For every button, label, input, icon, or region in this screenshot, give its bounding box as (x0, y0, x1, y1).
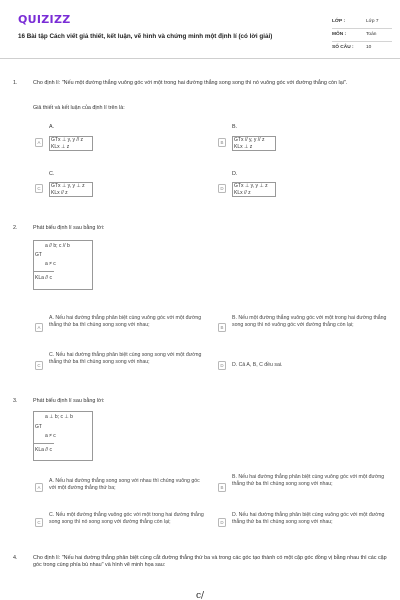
question-text: Cho định lí: "Nếu một đường thẳng vuông góc với một trong hai đường thẳng song song thì nó vuông góc với đường thẳng còn lại". (33, 80, 348, 86)
figure-line: a ≠ c (45, 433, 56, 439)
header-divider (0, 58, 400, 59)
meta-label: MÔN : (332, 31, 347, 37)
gt-line: GTx ⊥ y, y // z (51, 137, 84, 143)
meta-value: 10 (366, 45, 372, 51)
option-c-badge[interactable]: C (35, 361, 43, 370)
option-a-heading: A. (49, 124, 55, 130)
option-d-badge[interactable]: D (218, 361, 226, 370)
option-d-heading: D. (232, 171, 238, 177)
quizizz-logo: QUIZIZZ (18, 13, 71, 26)
option-a-text[interactable]: A. Nếu hai đường thẳng song song với nhau thì chúng vuông góc với một đường thẳng thứ ba; (49, 478, 200, 492)
question-number: 3. (13, 398, 18, 404)
question-text: Phát biểu định lí sau bằng lời: (33, 398, 105, 404)
option-c-badge[interactable]: C (35, 518, 43, 527)
option-d-text[interactable]: D. Cả A, B, C đều sai. (232, 362, 283, 368)
meta-value: Lớp 7 (366, 18, 379, 24)
option-b-text[interactable]: B. Nếu hai đường thẳng phân biệt cùng vuông góc với một đường thẳng thứ ba thì chúng song song với nhau; (232, 474, 385, 488)
figure-line: a ≠ c (45, 261, 56, 267)
theorem-figure (33, 240, 93, 290)
question-3 (13, 398, 393, 548)
question-4 (13, 555, 393, 585)
theorem-figure (33, 411, 93, 461)
question-number: 4. (13, 555, 18, 561)
option-a-badge[interactable]: A (35, 483, 43, 492)
gt-line: GTx ⊥ y, y ⊥ z (234, 183, 268, 189)
option-a-badge[interactable]: A (35, 323, 43, 332)
option-b-heading: B. (232, 124, 238, 130)
meta-value: Toán (366, 31, 377, 37)
worksheet-meta (332, 16, 392, 55)
gt-line: GTx // y, y // z (234, 137, 265, 143)
figure-line: GT (35, 424, 42, 430)
figure-line: a // b; c // b (45, 243, 70, 249)
option-d-badge[interactable]: D (218, 518, 226, 527)
figure-line: GT (35, 252, 42, 258)
option-a-badge[interactable]: A (35, 138, 43, 147)
question-2 (13, 225, 393, 385)
option-d-box[interactable] (232, 182, 276, 197)
option-d-text[interactable]: D. Nếu hai đường thẳng phân biệt cùng vuông góc với một đường thẳng thứ ba thì chúng song song với nhau; (232, 512, 385, 526)
option-c-badge[interactable]: C (35, 184, 43, 193)
option-a-box[interactable] (49, 136, 93, 151)
option-b-badge[interactable]: B (218, 138, 226, 147)
figure-line: a ⊥ b; c ⊥ b (45, 414, 73, 420)
meta-label: LỚP : (332, 18, 346, 24)
question-number: 2. (13, 225, 18, 231)
option-b-box[interactable] (232, 136, 276, 151)
option-c-heading: C. (49, 171, 55, 177)
meta-row-question-count (332, 42, 392, 55)
figure-divider (34, 271, 54, 272)
option-c-text[interactable]: C. Nếu hai đường thẳng phân biệt cùng song song với một đường thẳng thứ ba thì chúng song song với nhau; (49, 352, 202, 366)
figure-line: KLa // c (35, 447, 52, 453)
meta-label: SỐ CÂU : (332, 45, 354, 51)
gt-line: GTx ⊥ y, y ⊥ z (51, 183, 85, 189)
page-title: 16 Bài tập Cách viết giả thiết, kết luận, vẽ hình và chứng minh một định lí (có lời giải) (18, 33, 273, 40)
option-b-badge[interactable]: B (218, 323, 226, 332)
question-subtext: Giả thiết và kết luận của định lí trên là: (33, 105, 125, 111)
option-c-text[interactable]: C. Nếu một đường thẳng vuông góc với một trong hai đường thẳng song song thì nó song song với đường thẳng còn lại; (49, 512, 204, 526)
question-number: 1. (13, 80, 18, 86)
question-text: Cho định lí: "Nếu hai đường thẳng phân biệt cùng cắt đường thẳng thứ ba và trong các góc tạo thành có một cặp góc đồng vị bằng nhau thì các cặp góc trong cùng phía bù nhau" và hình vẽ minh họa sau: (33, 555, 387, 569)
kl-line: KLx // z (51, 189, 68, 196)
option-c-box[interactable] (49, 182, 93, 197)
option-b-badge[interactable]: B (218, 483, 226, 492)
kl-line: KLx ⊥ z (51, 143, 70, 150)
option-d-badge[interactable]: D (218, 184, 226, 193)
kl-line: KLx // z (234, 189, 251, 196)
question-1 (13, 80, 393, 220)
kl-line: KLx ⊥ z (234, 143, 253, 150)
meta-row-subject (332, 29, 392, 42)
option-b-text[interactable]: B. Nếu một đường thẳng vuông góc với một trong hai đường thẳng song song thì nó vuông góc với đường thẳng còn lại; (232, 315, 387, 329)
option-a-text[interactable]: A. Nếu hai đường thẳng phân biệt cùng vuông góc với một đường thẳng thứ ba thì chúng song song với nhau; (49, 315, 202, 329)
figure-line: KLa // c (35, 275, 52, 281)
worksheet-header (0, 0, 400, 58)
meta-row-grade (332, 16, 392, 29)
figure-divider (34, 443, 54, 444)
figure-fragment: c/ (196, 591, 205, 600)
question-text: Phát biểu định lí sau bằng lời: (33, 225, 105, 231)
